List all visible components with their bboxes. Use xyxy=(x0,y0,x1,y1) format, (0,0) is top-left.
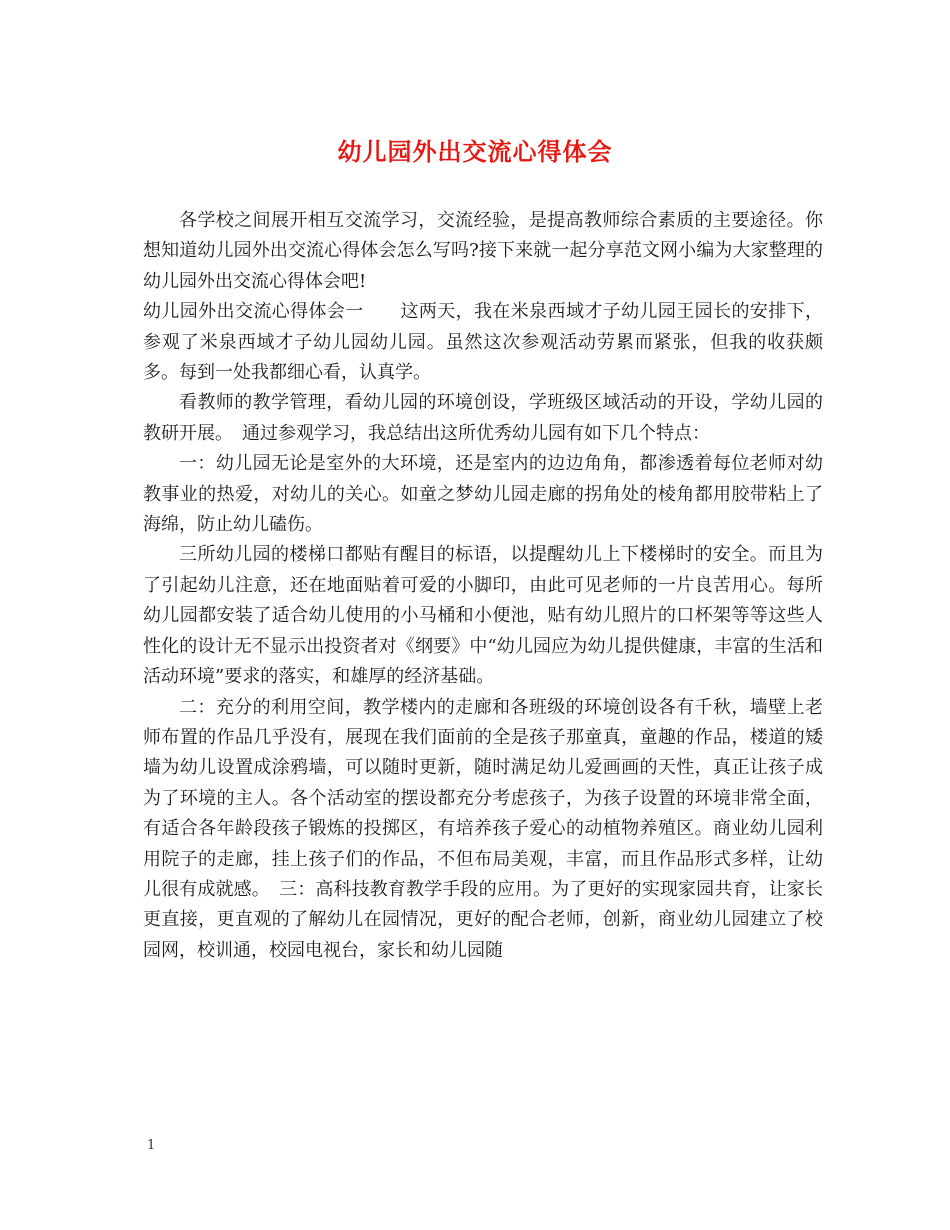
paragraph: 各学校之间展开相互交流学习，交流经验，是提高教师综合素质的主要途径。你想知道幼儿园外出交流心得体会怎么写吗?接下来就一起分享范文网小编为大家整理的幼儿园外出交流心得体会吧! xyxy=(143,210,823,292)
page-number: 1 xyxy=(147,1138,156,1153)
paragraph: 幼儿园外出交流心得体会一 这两天，我在米泉西域才子幼儿园王园长的安排下，参观了米泉西域才子幼儿园幼儿园。虽然这次参观活动劳累而紧张，但我的收获颇多。每到一处我都细心看，认真学。 xyxy=(143,301,823,384)
document-title: 幼儿园外出交流心得体会 xyxy=(337,137,613,166)
paragraph: 一：幼儿园无论是室外的大环境，还是室内的边边角角，都渗透着每位老师对幼教事业的热爱，对幼儿的关心。如童之梦幼儿园走廊的拐角处的棱角都用胶带粘上了海绵，防止幼儿磕伤。 xyxy=(143,453,823,536)
document-body xyxy=(143,206,823,966)
paragraph: 看教师的教学管理，看幼儿园的环境创设，学班级区域活动的开设，学幼儿园的教研开展。 通过参观学习，我总结出这所优秀幼儿园有如下几个特点： xyxy=(143,392,823,444)
paragraph: 三所幼儿园的楼梯口都贴有醒目的标语，以提醒幼儿上下楼梯时的安全。而且为了引起幼儿注意，还在地面贴着可爱的小脚印，由此可见老师的一片良苦用心。每所幼儿园都安装了适合幼儿使用的小马桶和小便池，贴有幼儿照片的口杯架等等这些人性化的设计无不显示出投资者对《纲要》中“幼儿园应为幼儿提供健康，丰富的生活和活动环境”要求的落实，和雄厚的经济基础。 xyxy=(143,544,823,688)
paragraph: 二：充分的利用空间，教学楼内的走廊和各班级的环境创设各有千秋，墙壁上老师布置的作品几乎没有，展现在我们面前的全是孩子那童真，童趣的作品，楼道的矮墙为幼儿设置成涂鸦墙，可以随时更新，随时满足幼儿爱画画的天性，真正让孩子成为了环境的主人。各个活动室的摆设都充分考虑孩子，为孩子设置的环境非常全面，有适合各年龄段孩子锻炼的投掷区，有培养孩子爱心的动植物养殖区。商业幼儿园利用院子的走廊，挂上孩子们的作品，不但布局美观，丰富，而且作品形式多样，让幼儿很有成就感。 三：高科技教育教学手段的应用。为了更好的实现家园共育，让家长更直接，更直观的了解幼儿在园情况，更好的配合老师，创新，商业幼儿园建立了校园网，校训通，校园电视台，家长和幼儿园随 xyxy=(143,696,823,961)
